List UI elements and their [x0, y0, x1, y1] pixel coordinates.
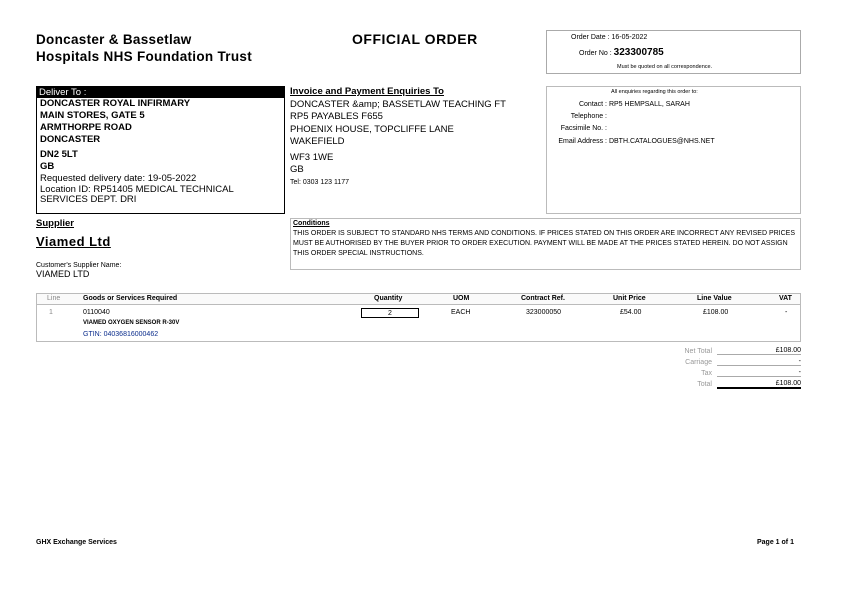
row-unit-price: £54.00 [620, 309, 642, 316]
quote-note: Must be quoted on all correspondence. [617, 64, 713, 70]
supplier-name: Viamed Ltd [36, 234, 111, 249]
row-quantity: 2 [361, 308, 419, 318]
invoice-line: DONCASTER &amp; BASSETLAW TEACHING FT [290, 98, 506, 110]
row-description: VIAMED OXYGEN SENSOR R-30V [83, 320, 180, 326]
location-id: Location ID: RP51405 MEDICAL TECHNICAL SERVICES DEPT. DRI [40, 184, 234, 205]
invoice-line: RP5 PAYABLES F655 [290, 111, 383, 122]
trust-name [36, 31, 252, 65]
deliver-postcode: DN2 5LT [40, 149, 78, 160]
row-vat: - [785, 309, 788, 316]
deliver-to-header: Deliver To : [37, 87, 284, 98]
customer-supplier-value: VIAMED LTD [36, 269, 90, 279]
col-line-value: Line Value [697, 295, 732, 302]
email-value: DBTH.CATALOGUES@NHS.NET [608, 138, 715, 145]
row-contract-ref: 323000050 [526, 309, 562, 316]
order-lines-table [36, 293, 801, 342]
col-line: Line [47, 295, 61, 302]
enquiries-note: All enquiries regarding this order to: [611, 89, 698, 95]
supplier-header: Supplier [36, 218, 75, 229]
row-line: 1 [49, 309, 53, 316]
conditions-text: THIS ORDER IS SUBJECT TO STANDARD NHS TERMS AND CONDITIONS. IF PRICES STATED ON THIS ORDER ARE INCORRECT ANY REVISED PRICES MUST BE AUTHORISED BY THE BUYER PRIOR TO ORDER EXECUTION. PAYMENT WILL BE MADE AT THE PRICES STATED HEREIN. DO NOT ASSIGN THIS ORDER SPECIAL INSTRUCTIONS. [293, 230, 796, 257]
deliver-line: DONCASTER ROYAL INFIRMARY [40, 98, 191, 109]
order-no-value: 323300785 [613, 47, 664, 58]
deliver-line: MAIN STORES, GATE 5 [40, 110, 145, 121]
deliver-country: GB [40, 161, 55, 172]
contact-label: Contact : [578, 101, 607, 108]
carriage-label: Carriage [685, 359, 712, 366]
order-info-box [546, 30, 801, 74]
invoice-tel: Tel: 0303 123 1177 [290, 178, 350, 186]
order-date-value: 16-05-2022 [611, 34, 648, 41]
page-number: Page 1 of 1 [757, 539, 794, 546]
total-value: £108.00 [717, 380, 801, 389]
invoice-postcode: WF3 1WE [290, 151, 334, 163]
col-quantity: Quantity [374, 295, 403, 302]
deliver-line: DONCASTER [40, 134, 101, 145]
row-code: 0110040 [83, 309, 110, 316]
deliver-line: ARMTHORPE ROAD [40, 122, 132, 133]
requested-delivery-date: Requested delivery date: 19-05-2022 [40, 173, 197, 184]
tax-label: Tax [701, 370, 712, 377]
col-goods: Goods or Services Required [83, 295, 178, 302]
row-line-value: £108.00 [703, 309, 729, 316]
row-gtin: GTIN: 04036816000462 [83, 331, 159, 338]
net-total-label: Net Total [684, 348, 712, 355]
trust-name-line2: Hospitals NHS Foundation Trust [36, 49, 253, 64]
net-total-value: £108.00 [717, 347, 801, 355]
table-header [37, 294, 800, 305]
invoice-line: WAKEFIELD [290, 136, 345, 147]
document-title: OFFICIAL ORDER [352, 31, 478, 47]
order-no-label: Order No : [579, 50, 612, 57]
footer-left: GHX Exchange Services [36, 539, 117, 546]
col-uom: UOM [453, 295, 470, 302]
contacts-box [546, 86, 801, 214]
tax-value: - [717, 369, 801, 377]
carriage-value: - [717, 358, 801, 366]
total-label: Total [697, 381, 712, 388]
trust-name-line1: Doncaster & Bassetlaw [36, 32, 192, 47]
email-label: Email Address : [558, 138, 607, 145]
facsimile-label: Facsimile No. : [560, 125, 607, 132]
col-vat: VAT [779, 295, 792, 302]
customer-supplier-label: Customer's Supplier Name: [36, 262, 122, 269]
row-uom: EACH [451, 309, 471, 316]
deliver-to-box [36, 86, 285, 214]
contact-value: RP5 HEMPSALL, SARAH [608, 101, 690, 108]
conditions-header: Conditions [293, 220, 330, 227]
invoice-country: GB [290, 164, 304, 175]
conditions-box [290, 218, 801, 270]
col-unit-price: Unit Price [613, 295, 646, 302]
order-date-label: Order Date : [571, 34, 610, 41]
invoice-enquiries [290, 86, 545, 189]
telephone-label: Telephone : [570, 113, 607, 120]
invoice-header: Invoice and Payment Enquiries To [290, 86, 444, 97]
col-contract-ref: Contract Ref. [521, 295, 565, 302]
invoice-line: PHOENIX HOUSE, TOPCLIFFE LANE [290, 123, 454, 135]
